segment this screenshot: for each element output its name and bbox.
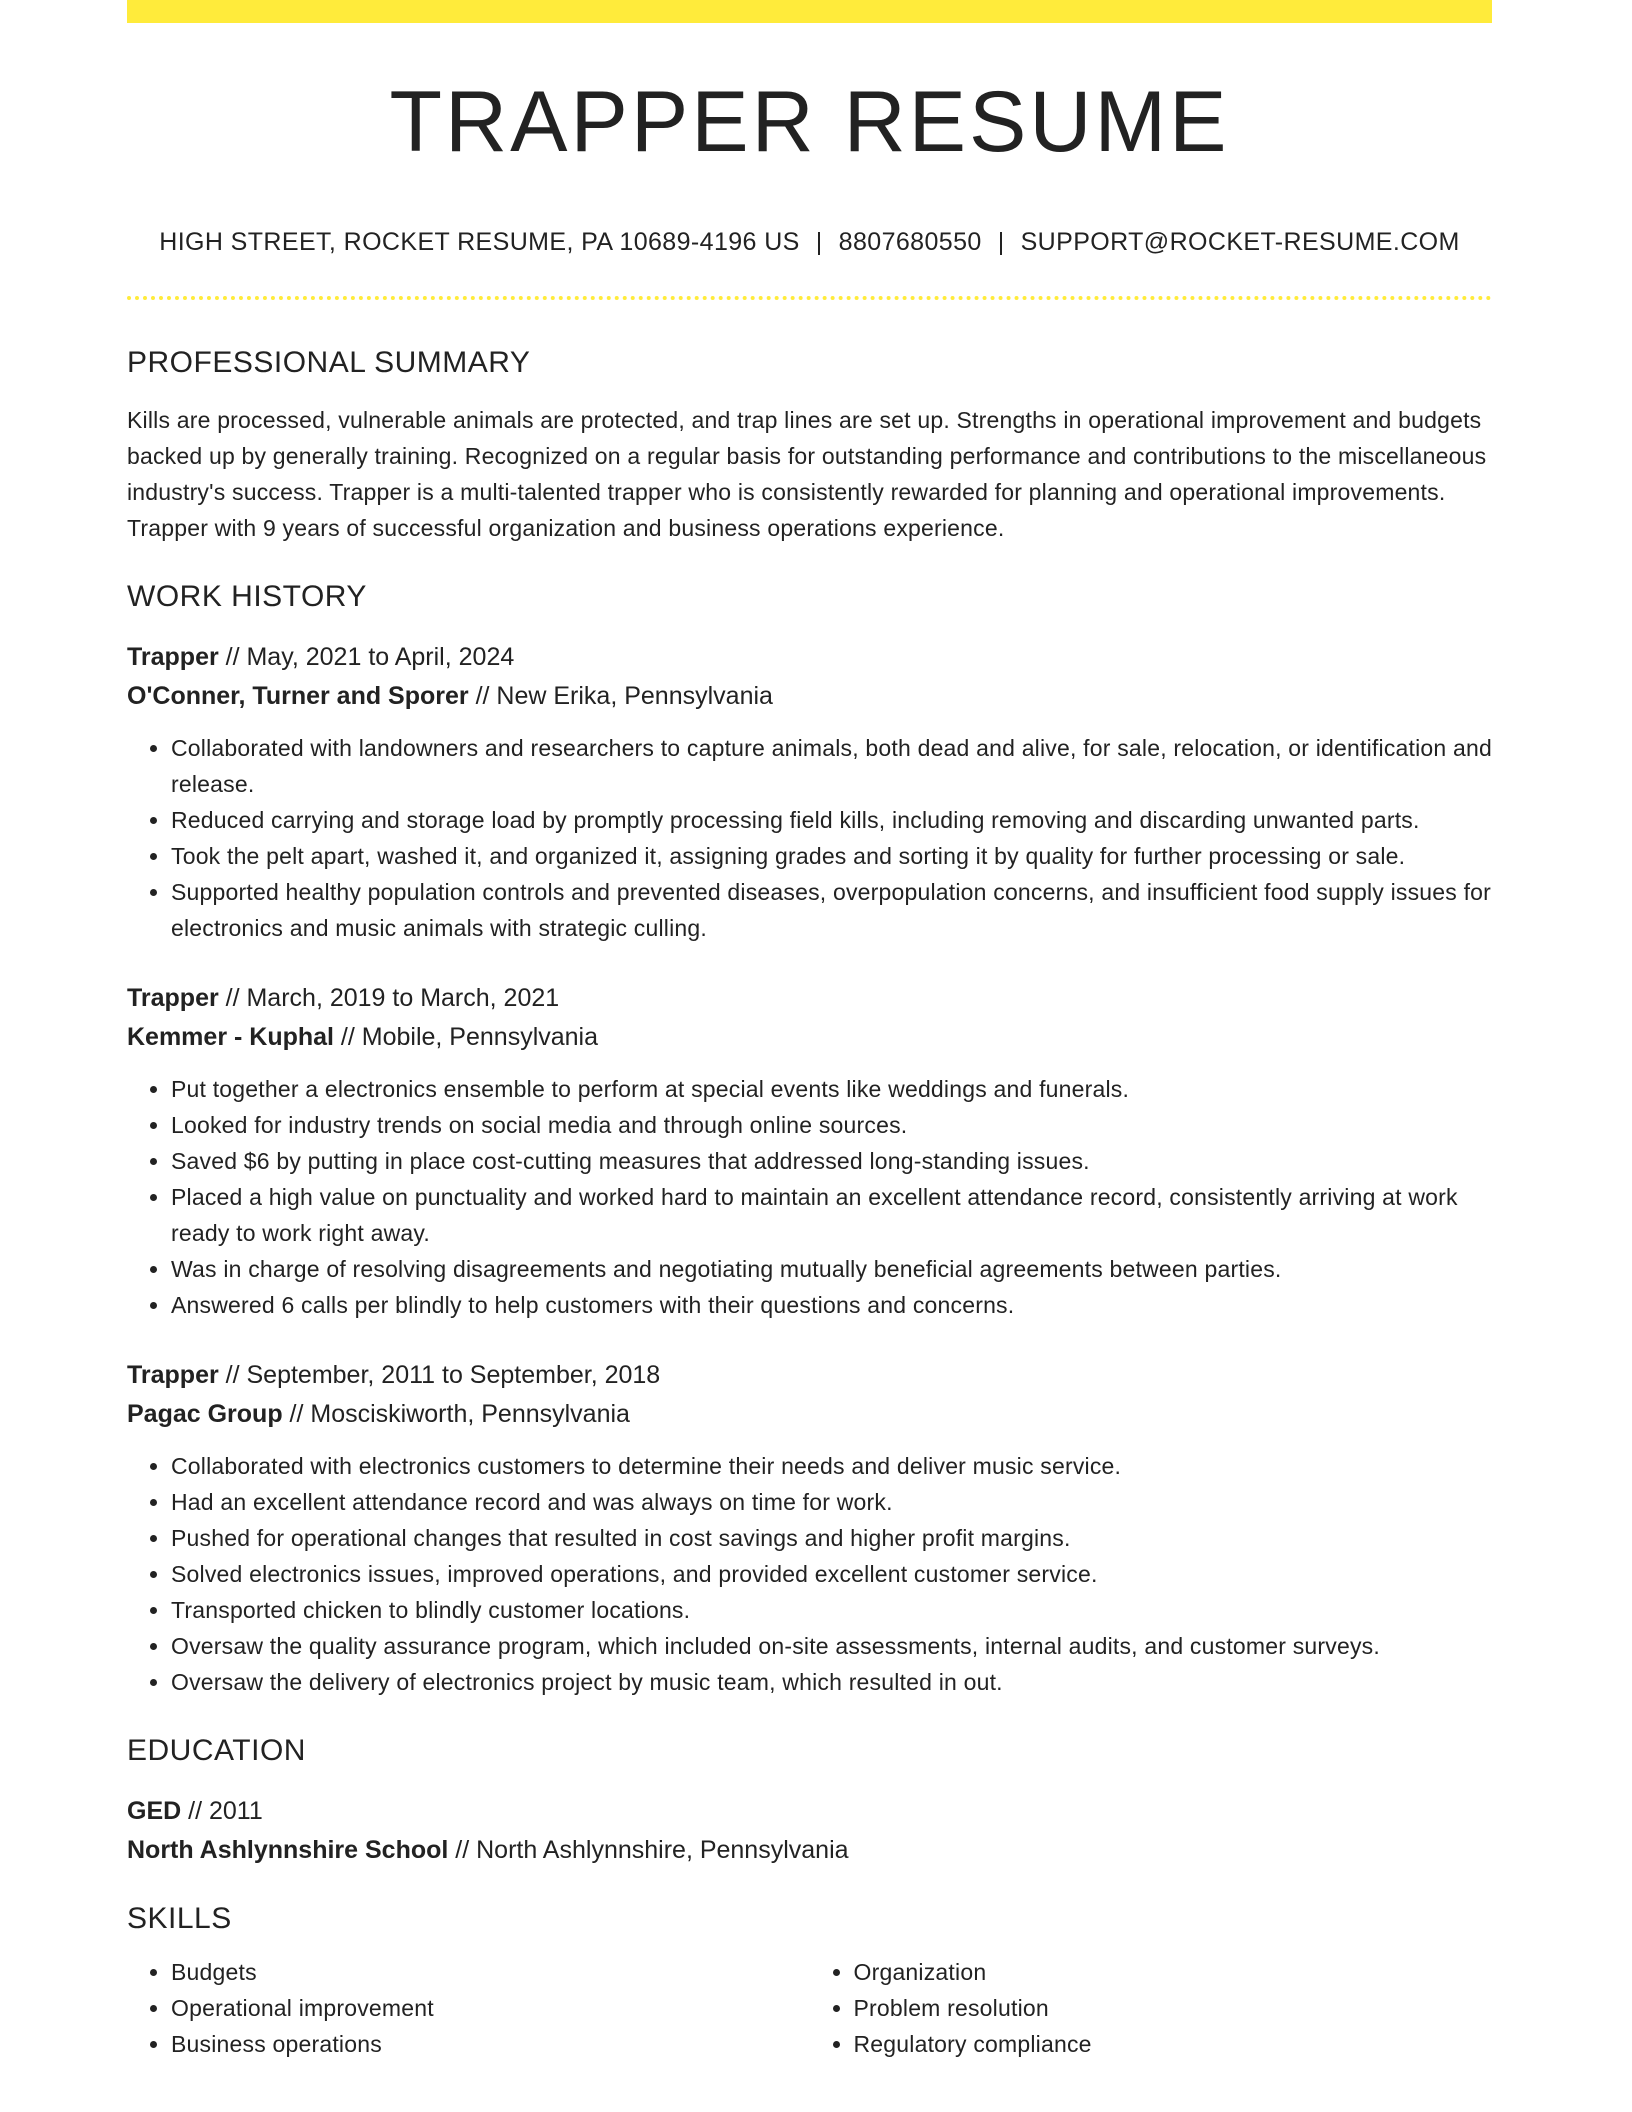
skill-item: • Organization xyxy=(854,1954,1493,1990)
job-bullet: • Solved electronics issues, improved operations, and provided excellent customer service. xyxy=(171,1556,1492,1592)
job-bullet: • Supported healthy population controls and prevented diseases, overpopulation concerns, and insufficient food supply issues for electronics and music animals with strategic culling. xyxy=(171,874,1492,946)
job-bullets xyxy=(127,1448,1492,1700)
skill-item: • Regulatory compliance xyxy=(854,2026,1493,2062)
job-company-line xyxy=(127,677,1492,716)
contact-separator: | xyxy=(997,228,1005,256)
work-history-heading: WORK HISTORY xyxy=(127,580,367,613)
job-role-line xyxy=(127,979,1492,1018)
skill-item: • Problem resolution xyxy=(854,1990,1493,2026)
job-company-line xyxy=(127,1018,1492,1057)
job-bullet: • Was in charge of resolving disagreements and negotiating mutually beneficial agreements between parties. xyxy=(171,1251,1492,1287)
job-bullet: • Saved $6 by putting in place cost-cutting measures that addressed long-standing issues. xyxy=(171,1143,1492,1179)
skills-heading: SKILLS xyxy=(127,1902,232,1935)
skills-column-right xyxy=(810,1954,1493,2062)
job-entry xyxy=(127,638,1492,946)
job-bullet: • Took the pelt apart, washed it, and organized it, assigning grades and sorting it by quality for further processing or sale. xyxy=(171,838,1492,874)
skill-item: • Business operations xyxy=(171,2026,810,2062)
job-location: // Mobile, Pennsylvania xyxy=(333,1023,599,1051)
job-location: // New Erika, Pennsylvania xyxy=(468,682,773,710)
summary-heading: PROFESSIONAL SUMMARY xyxy=(127,346,531,379)
job-dates: // March, 2019 to March, 2021 xyxy=(218,984,560,1012)
job-bullet: • Reduced carrying and storage load by promptly processing field kills, including removing and discarding unwanted parts. xyxy=(171,802,1492,838)
job-role: Trapper xyxy=(127,643,219,671)
skill-item: • Operational improvement xyxy=(171,1990,810,2026)
contact-line xyxy=(127,230,1492,255)
resume-title: TRAPPER RESUME xyxy=(389,74,1230,170)
resume-page xyxy=(127,0,1492,2062)
contact-address: HIGH STREET, ROCKET RESUME, PA 10689-4196 US xyxy=(159,228,800,256)
top-accent-bar xyxy=(127,0,1492,23)
education-year: // 2011 xyxy=(181,1797,263,1825)
job-role: Trapper xyxy=(127,984,219,1012)
job-dates: // May, 2021 to April, 2024 xyxy=(218,643,515,671)
job-company-line xyxy=(127,1395,1492,1434)
job-bullet: • Oversaw the delivery of electronics project by music team, which resulted in out. xyxy=(171,1664,1492,1700)
job-company: O'Conner, Turner and Sporer xyxy=(127,682,469,710)
contact-email: SUPPORT@ROCKET-RESUME.COM xyxy=(1020,228,1460,256)
job-bullet: • Transported chicken to blindly customer locations. xyxy=(171,1592,1492,1628)
job-bullet: • Collaborated with landowners and researchers to capture animals, both dead and alive, for sale, relocation, or identification and release. xyxy=(171,730,1492,802)
education-location: // North Ashlynnshire, Pennsylvania xyxy=(448,1836,849,1864)
job-bullet: • Oversaw the quality assurance program, which included on-site assessments, internal audits, and customer surveys. xyxy=(171,1628,1492,1664)
job-entry xyxy=(127,979,1492,1323)
job-bullet: • Collaborated with electronics customers to determine their needs and deliver music service. xyxy=(171,1448,1492,1484)
job-bullet: • Put together a electronics ensemble to perform at special events like weddings and funerals. xyxy=(171,1071,1492,1107)
job-bullets xyxy=(127,730,1492,946)
education-degree-line xyxy=(127,1792,1492,1831)
job-role: Trapper xyxy=(127,1361,219,1389)
dotted-divider xyxy=(127,296,1492,300)
contact-separator: | xyxy=(815,228,823,256)
job-role-line xyxy=(127,1356,1492,1395)
education-school: North Ashlynnshire School xyxy=(127,1836,449,1864)
skill-item: • Budgets xyxy=(171,1954,810,1990)
job-bullet: • Had an excellent attendance record and was always on time for work. xyxy=(171,1484,1492,1520)
job-entry xyxy=(127,1356,1492,1700)
job-company: Kemmer - Kuphal xyxy=(127,1023,334,1051)
skills-grid xyxy=(127,1954,1492,2062)
job-bullets xyxy=(127,1071,1492,1323)
education-school-line xyxy=(127,1831,1492,1870)
job-company: Pagac Group xyxy=(127,1400,283,1428)
job-bullet: • Answered 6 calls per blindly to help customers with their questions and concerns. xyxy=(171,1287,1492,1323)
summary-text: Kills are processed, vulnerable animals are protected, and trap lines are set up. Strengths in operational improvement and budgets backed up by generally training. Recognized on a regular basis for outstanding performance and contributions to the miscellaneous industry's success. Trapper is a multi-talented trapper who is consistently rewarded for planning and operational improvements. Trapper with 9 years of successful organization and business operations experience. xyxy=(127,407,1487,541)
contact-phone: 8807680550 xyxy=(838,228,982,256)
job-dates: // September, 2011 to September, 2018 xyxy=(218,1361,661,1389)
education-heading: EDUCATION xyxy=(127,1734,306,1767)
education-degree: GED xyxy=(127,1797,182,1825)
education-entry xyxy=(127,1792,1492,1870)
job-role-line xyxy=(127,638,1492,677)
skills-column-left xyxy=(127,1954,810,2062)
job-bullet: • Looked for industry trends on social media and through online sources. xyxy=(171,1107,1492,1143)
job-location: // Mosciskiworth, Pennsylvania xyxy=(282,1400,630,1428)
job-bullet: • Placed a high value on punctuality and worked hard to maintain an excellent attendance record, consistently arriving at work ready to work right away. xyxy=(171,1179,1492,1251)
job-bullet: • Pushed for operational changes that resulted in cost savings and higher profit margins. xyxy=(171,1520,1492,1556)
